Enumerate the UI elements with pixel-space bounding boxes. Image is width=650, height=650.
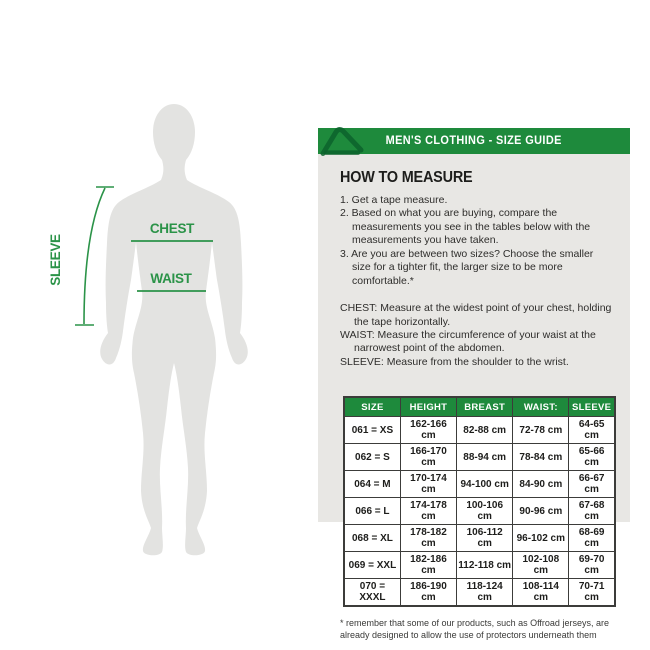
measure-step: 3. Are you are between two sizes? Choose the smaller size for a tighter fit, the larger size to be more comfortable.* xyxy=(340,247,594,287)
table-cell: 72-78 cm xyxy=(513,417,569,444)
table-cell: 102-108 cm xyxy=(513,552,569,579)
size-table-header-row xyxy=(344,397,615,417)
table-cell: 166-170 cm xyxy=(400,444,456,471)
table-cell: 64-65 cm xyxy=(569,417,615,444)
size-table-header-cell: WAIST: xyxy=(513,397,569,417)
measure-step: 2. Based on what you are buying, compare the measurements you see in the tables below with the measurements you have taken. xyxy=(340,207,591,247)
table-cell: 100-106 cm xyxy=(457,498,513,525)
table-cell: 82-88 cm xyxy=(457,417,513,444)
table-cell: 186-190 cm xyxy=(400,579,456,607)
table-cell: 67-68 cm xyxy=(569,498,615,525)
size-table-header-cell: SIZE xyxy=(344,397,400,417)
table-cell: 96-102 cm xyxy=(513,525,569,552)
sleeve-label: SLEEVE xyxy=(48,234,63,286)
table-cell: 182-186 cm xyxy=(400,552,456,579)
table-cell: 064 = M xyxy=(344,471,400,498)
table-cell: 066 = L xyxy=(344,498,400,525)
table-cell: 068 = XL xyxy=(344,525,400,552)
measure-step: 1. Get a tape measure. xyxy=(340,194,448,206)
brand-logo-icon xyxy=(319,125,365,159)
body-measurement-diagram xyxy=(45,95,290,565)
how-to-measure-heading: HOW TO MEASURE xyxy=(340,169,473,186)
table-cell: 94-100 cm xyxy=(457,471,513,498)
table-cell: 174-178 cm xyxy=(400,498,456,525)
table-row xyxy=(344,444,615,471)
table-cell: 170-174 cm xyxy=(400,471,456,498)
table-row xyxy=(344,552,615,579)
size-table-header-cell: BREAST xyxy=(457,397,513,417)
table-cell: 112-118 cm xyxy=(457,552,513,579)
body-silhouette xyxy=(100,104,248,555)
chest-definition: CHEST: Measure at the widest point of your chest, holding the tape horizontally. xyxy=(340,302,612,328)
waist-label: WAIST xyxy=(150,271,192,286)
table-cell: 162-166 cm xyxy=(400,417,456,444)
table-cell: 061 = XS xyxy=(344,417,400,444)
table-cell: 070 = XXXL xyxy=(344,579,400,607)
table-cell: 108-114 cm xyxy=(513,579,569,607)
measure-steps xyxy=(340,194,614,288)
table-cell: 70-71 cm xyxy=(569,579,615,607)
table-cell: 66-67 cm xyxy=(569,471,615,498)
table-row xyxy=(344,579,615,607)
table-cell: 88-94 cm xyxy=(457,444,513,471)
size-table-body xyxy=(344,417,615,607)
table-cell: 118-124 cm xyxy=(457,579,513,607)
table-cell: 106-112 cm xyxy=(457,525,513,552)
table-row xyxy=(344,417,615,444)
panel-title-bar xyxy=(318,128,630,154)
table-cell: 069 = XXL xyxy=(344,552,400,579)
size-table-header-cell: HEIGHT xyxy=(400,397,456,417)
size-table-head xyxy=(344,397,615,417)
size-table xyxy=(343,396,616,607)
table-row xyxy=(344,471,615,498)
table-cell: 65-66 cm xyxy=(569,444,615,471)
size-guide-panel xyxy=(318,128,630,641)
size-table-header-cell: SLEEVE xyxy=(569,397,615,417)
table-cell: 90-96 cm xyxy=(513,498,569,525)
table-cell: 69-70 cm xyxy=(569,552,615,579)
table-cell: 78-84 cm xyxy=(513,444,569,471)
table-row xyxy=(344,525,615,552)
table-cell: 84-90 cm xyxy=(513,471,569,498)
table-cell: 178-182 cm xyxy=(400,525,456,552)
table-cell: 68-69 cm xyxy=(569,525,615,552)
panel-title: MEN'S CLOTHING - SIZE GUIDE xyxy=(385,135,563,147)
sleeve-definition: SLEEVE: Measure from the shoulder to the wrist. xyxy=(340,355,569,368)
panel-content xyxy=(318,154,630,642)
chest-label: CHEST xyxy=(149,221,195,236)
measure-definitions xyxy=(340,302,614,369)
waist-definition: WAIST: Measure the circumference of your waist at the narrowest point of the abdomen. xyxy=(340,328,596,355)
table-row xyxy=(344,498,615,525)
footnote: * remember that some of our products, such as Offroad jerseys, are already designed to allow the use of protectors underneath them xyxy=(340,618,609,641)
table-cell: 062 = S xyxy=(344,444,400,471)
